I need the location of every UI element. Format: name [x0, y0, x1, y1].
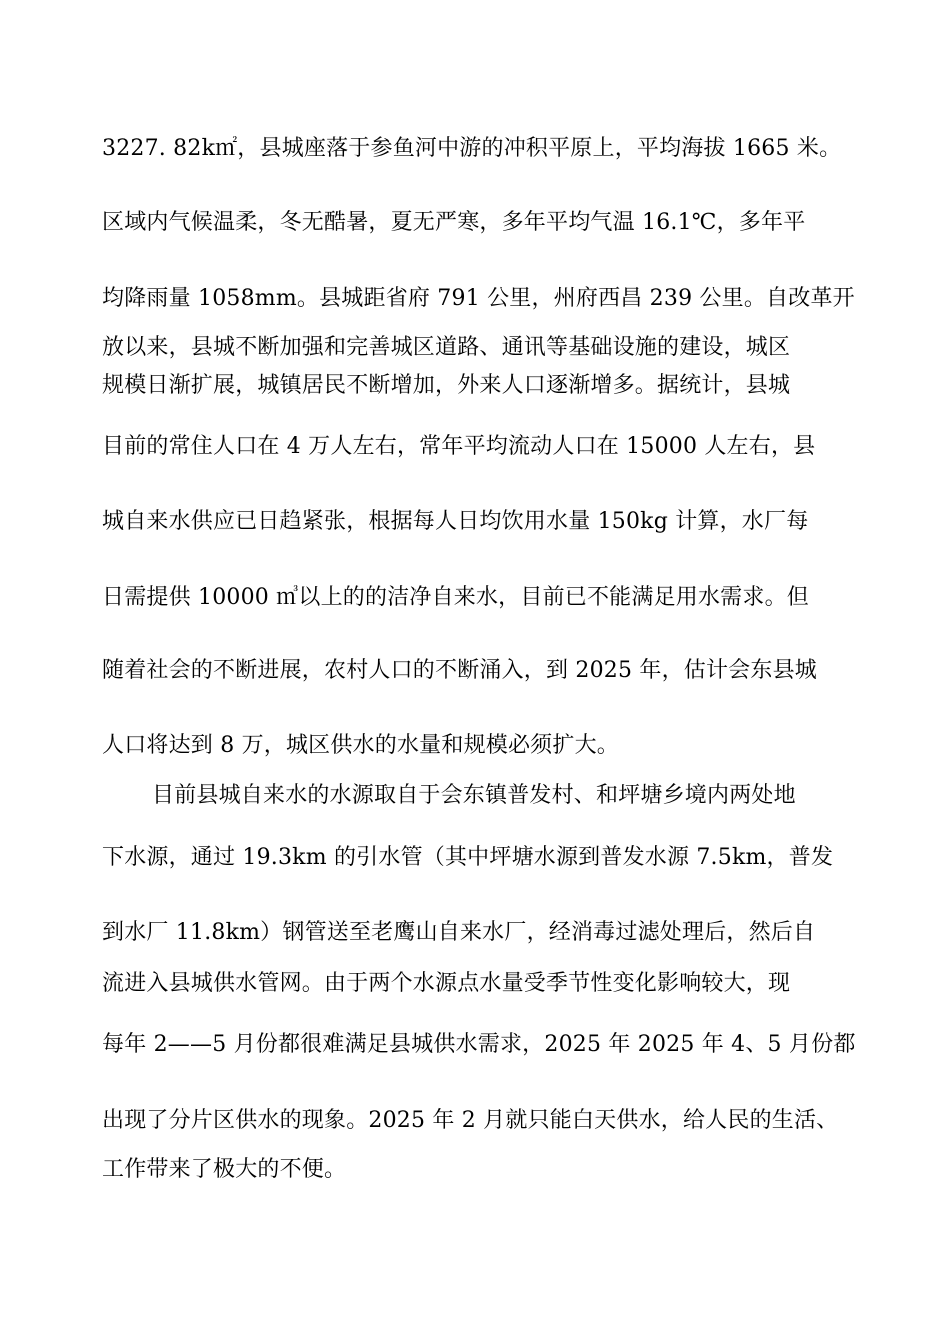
text-line: 放以来，县城不断加强和完善城区道路、通讯等基础设施的建设，城区	[102, 335, 791, 360]
text-line: 出现了分片区供水的现象。2025 年 2 月就只能白天供水，给人民的生活、	[102, 1108, 839, 1133]
text-line: 流进入县城供水管网。由于两个水源点水量受季节性变化影响较大，现	[102, 971, 791, 996]
text-line: 区域内气候温柔，冬无酷暑，夏无严寒，多年平均气温 16.1℃，多年平	[102, 210, 806, 235]
text-line: 均降雨量 1058mm。县城距省府 791 公里，州府西昌 239 公里。自改革开	[102, 286, 855, 311]
paragraph-first-line: 目前县城自来水的水源取自于会东镇普发村、和坪塘乡境内两处地	[152, 783, 796, 808]
text-line: 工作带来了极大的不便。	[102, 1157, 347, 1182]
text-line: 城自来水供应已日趋紧张，根据每人日均饮用水量 150kg 计算，水厂每	[102, 509, 809, 534]
text-line: 日需提供 10000 ㎥以上的的洁净自来水，目前已不能满足用水需求。但	[102, 585, 809, 610]
text-line: 目前的常住人口在 4 万人左右，常年平均流动人口在 15000 人左右，县	[102, 434, 816, 459]
text-line: 随着社会的不断进展，农村人口的不断涌入，到 2025 年，估计会东县城	[102, 658, 817, 683]
text-line: 到水厂 11.8km）钢管送至老鹰山自来水厂，经消毒过滤处理后，然后自	[102, 920, 816, 945]
text-line: 人口将达到 8 万，城区供水的水量和规模必须扩大。	[102, 733, 619, 758]
text-line: 规模日渐扩展，城镇居民不断增加，外来人口逐渐增多。据统计，县城	[102, 373, 791, 398]
text-line: 3227. 82k㎡，县城座落于参鱼河中游的冲积平原上，平均海拔 1665 米。	[102, 136, 842, 161]
text-line: 每年 2——5 月份都很难满足县城供水需求，2025 年 2025 年 4、5 月份都	[102, 1032, 856, 1057]
text-line: 下水源，通过 19.3km 的引水管（其中坪塘水源到普发水源 7.5km，普发	[102, 845, 834, 870]
